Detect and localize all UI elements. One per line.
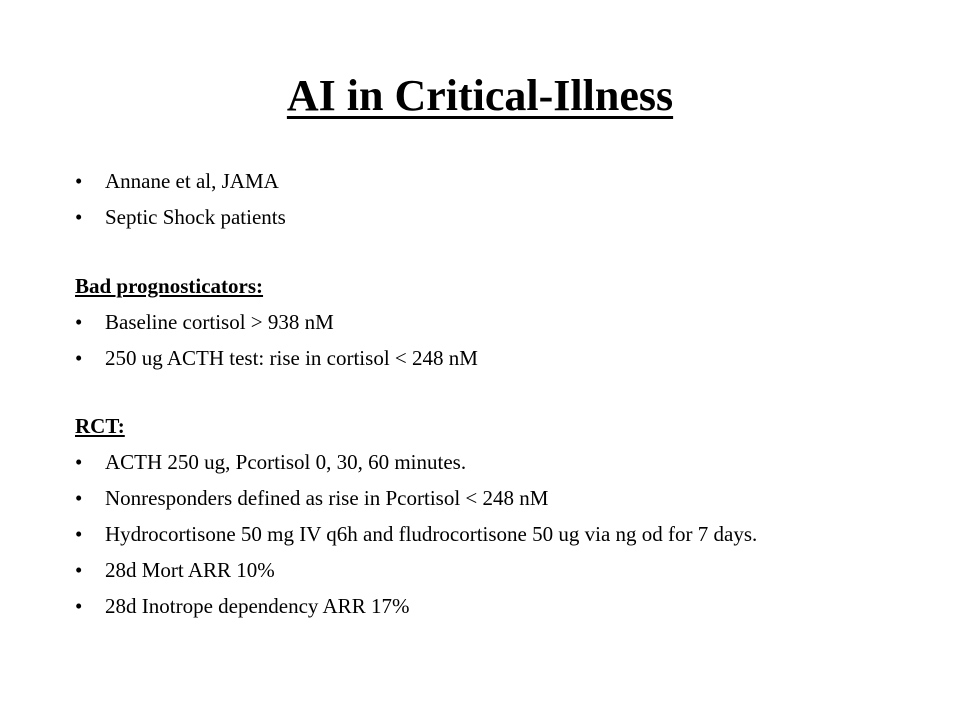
section-heading: RCT: bbox=[75, 414, 125, 438]
item-text: 28d Inotrope dependency ARR 17% bbox=[105, 594, 410, 618]
list-item bbox=[75, 487, 895, 509]
list-item bbox=[75, 206, 895, 228]
slide-title: AI in Critical-Illness bbox=[286, 71, 674, 120]
section-heading: Bad prognosticators: bbox=[75, 274, 264, 298]
item-text: 250 ug ACTH test: rise in cortisol < 248 nM bbox=[105, 346, 478, 370]
item-text: Baseline cortisol > 938 nM bbox=[105, 310, 334, 334]
list-item bbox=[75, 523, 895, 545]
list-item bbox=[75, 451, 895, 473]
item-text: Annane et al, JAMA bbox=[105, 169, 279, 193]
list-item bbox=[75, 347, 895, 369]
bullet-icon: • bbox=[75, 522, 83, 546]
item-text: Hydrocortisone 50 mg IV q6h and fludrocortisone 50 ug via ng od for 7 days. bbox=[105, 522, 758, 546]
list-item bbox=[75, 595, 895, 617]
item-text: 28d Mort ARR 10% bbox=[105, 558, 275, 582]
bullet-icon: • bbox=[75, 450, 83, 474]
bullet-icon: • bbox=[75, 310, 83, 334]
bullet-icon: • bbox=[75, 594, 83, 618]
rct-section bbox=[75, 415, 895, 617]
bullet-icon: • bbox=[75, 205, 83, 229]
item-text: ACTH 250 ug, Pcortisol 0, 30, 60 minutes. bbox=[105, 450, 467, 474]
intro-list bbox=[75, 170, 895, 228]
bullet-icon: • bbox=[75, 346, 83, 370]
bullet-icon: • bbox=[75, 558, 83, 582]
bullet-icon: • bbox=[75, 169, 83, 193]
bullet-icon: • bbox=[75, 486, 83, 510]
list-item bbox=[75, 170, 895, 192]
list-item bbox=[75, 559, 895, 581]
bad-prognosticators-section bbox=[75, 275, 895, 369]
list-item bbox=[75, 311, 895, 333]
item-text: Septic Shock patients bbox=[105, 205, 286, 229]
item-text: Nonresponders defined as rise in Pcortisol < 248 nM bbox=[105, 486, 549, 510]
